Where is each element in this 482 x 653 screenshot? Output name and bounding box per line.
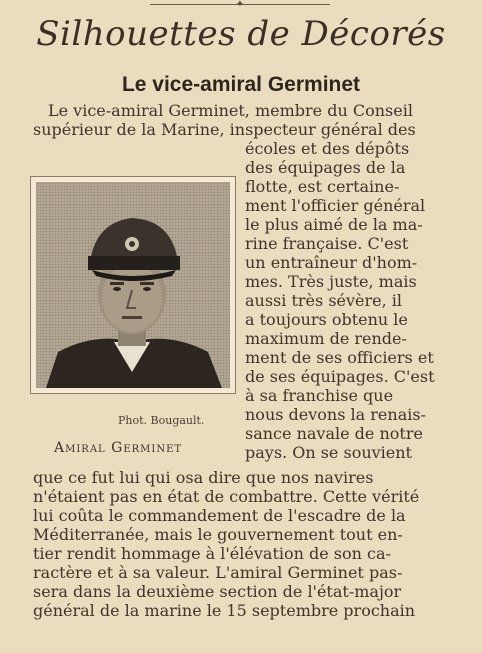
ornament-icon: ✦ [235,0,245,10]
article-line: Méditerranée, mais le gouvernement tout en- [33,525,403,544]
article-line: a toujours obtenu le [245,310,408,329]
article-line: un entraîneur d'hom- [245,253,418,272]
article-line: ment l'officier général [245,196,426,215]
photo-caption: Amiral Germinet [54,440,183,456]
article-line: lui coûta le commandement de l'escadre de la [33,506,406,525]
article-line: aussi très sévère, il [245,291,403,310]
article-line: maximum de rende- [245,329,407,348]
article-line: ment de ses officiers et [245,348,434,367]
article-line: pays. On se souvient [245,443,412,462]
article-line: supérieur de la Marine, inspecteur général des [33,120,416,139]
article-line: général de la marine le 15 septembre prochain [33,601,416,620]
article-line: sera dans la deuxième section de l'état-major [33,582,402,601]
article-line: nous devons la renais- [245,405,426,424]
article-line: écoles et des dépôts [245,139,410,158]
article-line: sance navale de notre [245,424,423,443]
article-line: Le vice-amiral Germinet, membre du Conseil [48,101,413,120]
article-line: le plus aimé de la ma- [245,215,423,234]
article-line: à sa franchise que [245,386,394,405]
photo-credit: Phot. Bougault. [118,414,205,427]
article-title: Le vice-amiral Germinet [121,73,361,96]
portrait-illustration [36,182,230,388]
article-line: des équipages de la [245,158,406,177]
article-line: flotte, est certaine- [245,177,400,196]
portrait-photo [30,176,236,394]
section-title: Silhouettes de Décorés [36,14,446,54]
article-line: que ce fut lui qui osa dire que nos navires [33,468,374,487]
article-line: mes. Très juste, mais [245,272,417,291]
article-line: rine française. C'est [245,234,409,253]
article-line: n'étaient pas en état de combattre. Cette vérité [33,487,420,506]
article-line: ractère et à sa valeur. L'amiral Germinet pas- [33,563,403,582]
article-line: tier rendit hommage à l'élévation de son ca- [33,544,391,563]
article-line: de ses équipages. C'est [245,367,435,386]
